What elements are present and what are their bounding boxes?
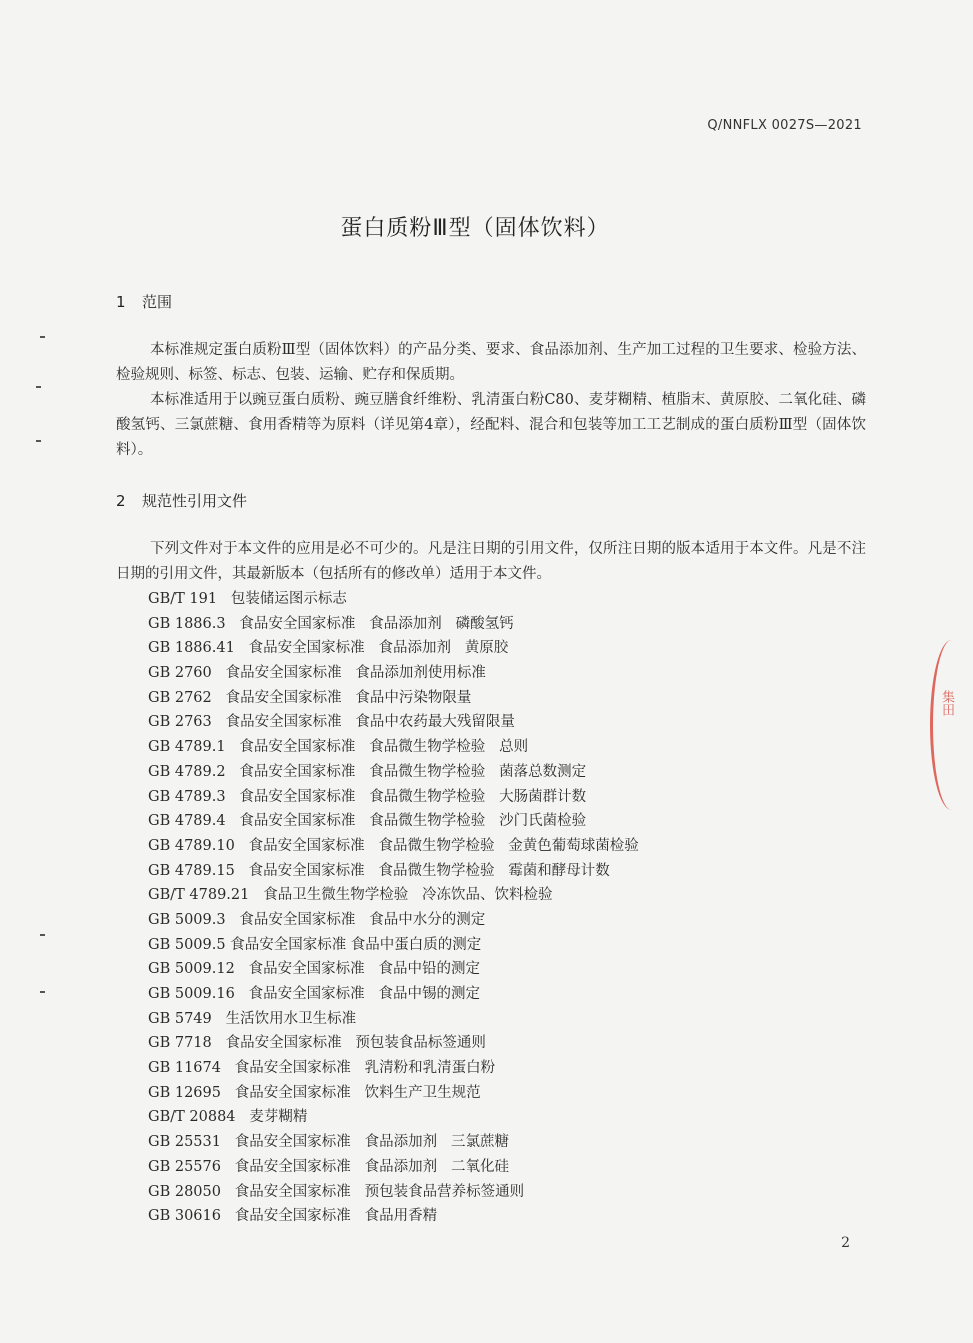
reference-item: GB 5009.16 食品安全国家标准 食品中锡的测定 — [148, 986, 480, 1002]
reference-item: GB 4789.3 食品安全国家标准 食品微生物学检验 大肠菌群计数 — [148, 788, 587, 805]
reference-item: GB 2762 食品安全国家标准 食品中污染物限量 — [148, 689, 472, 706]
scan-speck — [40, 991, 45, 993]
reference-item: GB/T 4789.21 食品卫生微生物学检验 冷冻饮品、饮料检验 — [148, 887, 553, 904]
section-number: 1 — [116, 293, 126, 311]
scan-speck — [36, 386, 41, 388]
document-title: 蛋白质粉Ⅲ型（固体饮料） — [340, 216, 610, 241]
section-2-heading — [116, 490, 247, 511]
reference-item: GB 28050 食品安全国家标准 预包装食品营养标签通则 — [148, 1183, 525, 1200]
seal-stamp — [930, 640, 973, 810]
scan-speck — [40, 336, 45, 338]
reference-item: GB 25576 食品安全国家标准 食品添加剂 二氧化硅 — [148, 1158, 509, 1175]
standard-number: Q/NNFLX 0027S—2021 — [707, 118, 862, 133]
section-title: 规范性引用文件 — [142, 492, 248, 510]
reference-item: GB 30616 食品安全国家标准 食品用香精 — [148, 1208, 438, 1225]
reference-item: GB 11674 食品安全国家标准 乳清粉和乳清蛋白粉 — [148, 1060, 496, 1077]
section-2-paragraph-1: 下列文件对于本文件的应用是必不可少的。凡是注日期的引用文件，仅所注日期的版本适用于本文件。凡是不注日期的引用文件，其最新版本（包括所有的修改单）适用于本文件。 — [116, 541, 866, 582]
scan-speck — [40, 934, 45, 936]
page-number: 2 — [841, 1235, 850, 1251]
reference-item: GB 2763 食品安全国家标准 食品中农药最大残留限量 — [148, 714, 515, 731]
reference-item: GB 4789.15 食品安全国家标准 食品微生物学检验 霉菌和酵母计数 — [148, 862, 610, 879]
section-title: 范围 — [142, 293, 173, 311]
reference-item: GB/T 191 包装储运图示标志 — [148, 591, 347, 607]
section-1-paragraph-2: 本标准适用于以豌豆蛋白质粉、豌豆膳食纤维粉、乳清蛋白粉C80、麦芽糊精、植脂末、黄原胶、二氧化硅、磷酸氢钙、三氯蔗糖、食用香精等为原料（详见第4章），经配料、混合和包装等加工工艺制成的蛋白质粉Ⅲ型（固体饮料）。 — [116, 392, 866, 458]
reference-item: GB 1886.3 食品安全国家标准 食品添加剂 磷酸氢钙 — [148, 615, 514, 632]
reference-item: GB 5749 生活饮用水卫生标准 — [148, 1010, 357, 1027]
section-number: 2 — [116, 492, 126, 510]
reference-item: GB 4789.1 食品安全国家标准 食品微生物学检验 总则 — [148, 739, 529, 756]
reference-item: GB 7718 食品安全国家标准 预包装食品标签通则 — [148, 1035, 486, 1052]
reference-item: GB/T 20884 麦芽糊精 — [148, 1109, 308, 1126]
reference-item: GB 4789.2 食品安全国家标准 食品微生物学检验 菌落总数测定 — [148, 763, 587, 780]
reference-item: GB 5009.5 食品安全国家标准 食品中蛋白质的测定 — [148, 936, 482, 953]
reference-item: GB 25531 食品安全国家标准 食品添加剂 三氯蔗糖 — [148, 1134, 509, 1151]
section-1-heading — [116, 291, 172, 312]
scan-speck — [36, 440, 41, 442]
reference-item: GB 2760 食品安全国家标准 食品添加剂使用标准 — [148, 665, 486, 682]
seal-stamp-text: 集田 — [939, 690, 954, 716]
reference-list — [148, 587, 639, 1229]
section-1-paragraph-1: 本标准规定蛋白质粉Ⅲ型（固体饮料）的产品分类、要求、食品添加剂、生产加工过程的卫生要求、检验方法、检验规则、标签、标志、包装、运输、贮存和保质期。 — [116, 342, 866, 383]
reference-item: GB 5009.3 食品安全国家标准 食品中水分的测定 — [148, 911, 486, 928]
reference-item: GB 4789.4 食品安全国家标准 食品微生物学检验 沙门氏菌检验 — [148, 813, 587, 830]
reference-item: GB 1886.41 食品安全国家标准 食品添加剂 黄原胶 — [148, 640, 509, 657]
reference-item: GB 5009.12 食品安全国家标准 食品中铅的测定 — [148, 961, 480, 978]
reference-item: GB 12695 食品安全国家标准 饮料生产卫生规范 — [148, 1084, 481, 1101]
reference-item: GB 4789.10 食品安全国家标准 食品微生物学检验 金黄色葡萄球菌检验 — [148, 837, 639, 854]
